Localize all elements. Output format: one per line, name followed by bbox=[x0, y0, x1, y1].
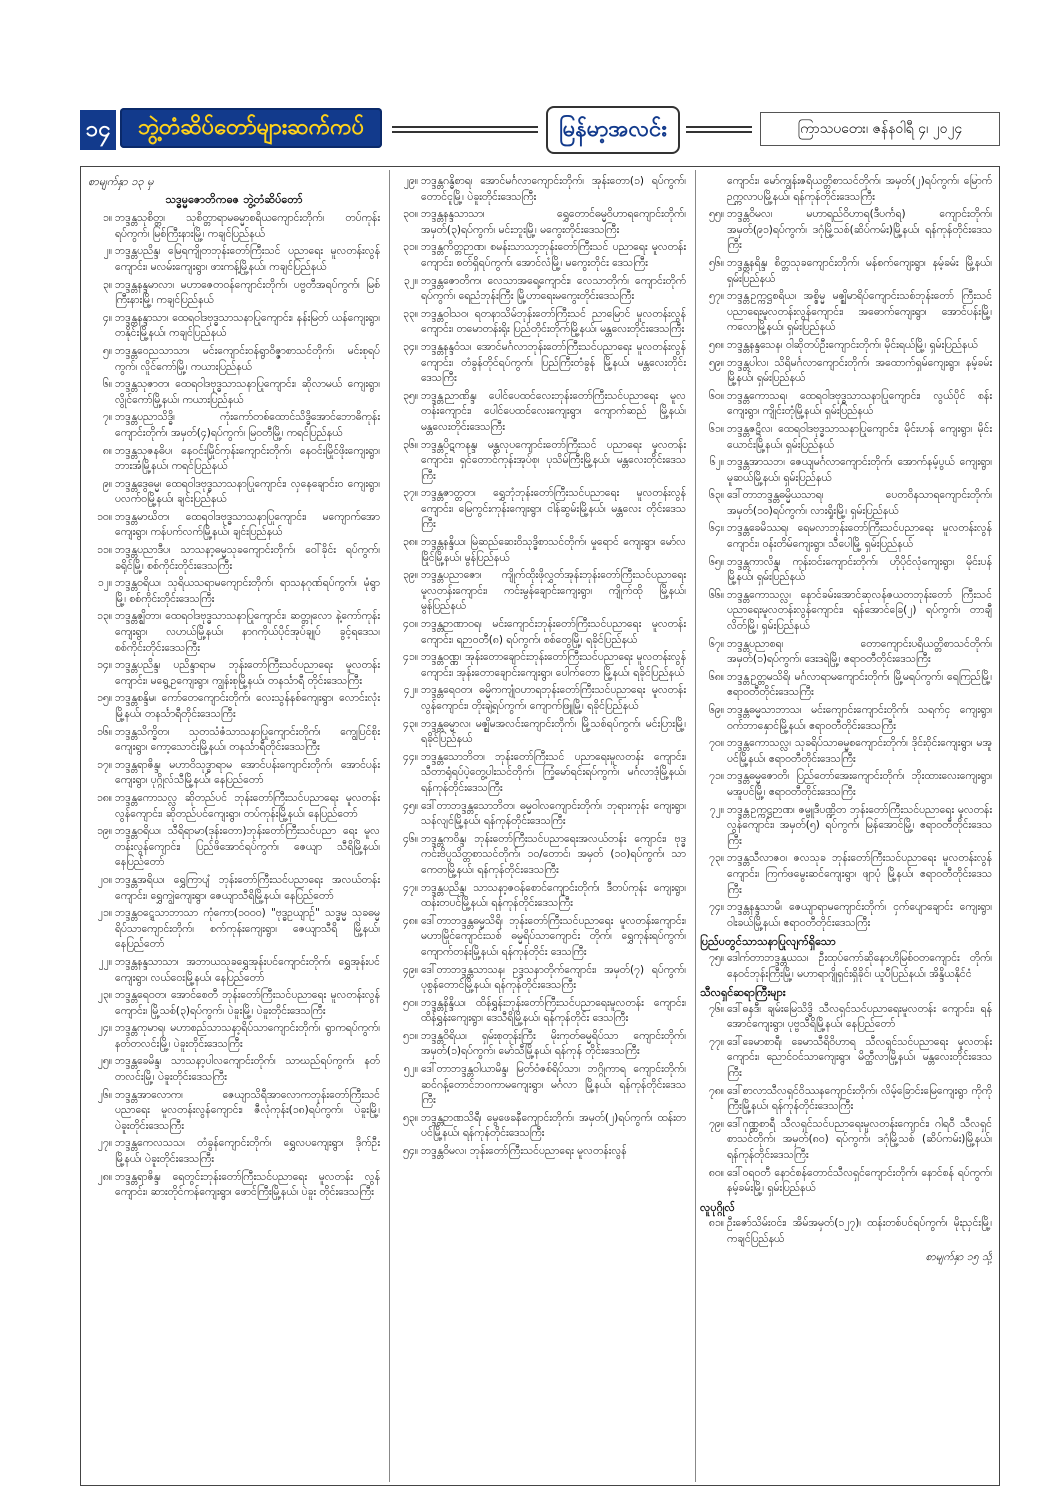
list-item bbox=[394, 174, 686, 205]
entry-number: ၁၂။ bbox=[97, 577, 112, 590]
entry-number: ၆၇။ bbox=[709, 637, 724, 650]
list-item bbox=[700, 900, 992, 931]
column-divider bbox=[389, 170, 390, 1482]
entry-number: ၄၅။ bbox=[403, 799, 418, 812]
list-item bbox=[394, 683, 686, 714]
entry-text: ဒေါ်ခေမာစာရီ၊ ခေမာသီရိဝိဟာရ သီလရှင်သင်ပညာရေး မူလတန်းကျောင်း၊ ညောင်ဝင်သာကျေးရွာ၊ မိတ္ထီလာမြို့နယ်၊ မန္တလေးတိုင်းဒေသကြီး bbox=[727, 1035, 992, 1080]
entry-text: ဘဒ္ဒန္တပညိန္ဒ၊ ပညိန္ဒာရာမ ဘုန်းတော်ကြီးသင်ပညာရေး မူလတန်းကျောင်း၊ မရွေ့ဥကျေးရွာ၊ ကျွန်းစုမြို့နယ်၊ တနင်္သာရီ တိုင်းဒေသကြီး bbox=[115, 659, 380, 687]
subheading-abroad: ပြည်ပတွင်သာသနာပြုလျက်ရှိသော bbox=[700, 935, 836, 949]
list-item bbox=[394, 438, 686, 485]
entry-number: ၃၉။ bbox=[403, 569, 418, 582]
entry-text: ဘဒ္ဒန္တသုဇနဓိပ၊ နေဝင်းမြိုင်ကုန်းကျောင်းတိုက်၊ နေဝင်းမြိုင်ဖိုးကျေးရွာ၊ ဘားအံမြို့နယ်၊ ကရင်ပြည်နယ် bbox=[115, 444, 380, 473]
entry-number: ၄၈။ bbox=[402, 914, 418, 927]
column-divider bbox=[695, 170, 696, 1482]
list-item bbox=[700, 555, 992, 586]
entry-text: ဘဒ္ဒန္တဝရိယ၊ သီရိရာမာ(ဒုန်းတော)ဘုန်းတော်ကြီးသင်ပညာ ရေး မူလတန်းလွန်ကျောင်း၊ ပြည်ဖိအောင်ရပ်ကွက်၊ ဇေယျာ သီရိမြို့နယ်၊ နေပြည်တော် bbox=[115, 825, 380, 869]
list-item bbox=[700, 703, 992, 734]
entry-text: ဒေါ်စာလာသီလရှင်ဝိဿနကျောင်းတိုက်၊ လိမ့်ခြောင်းမြေကျေးရွာ ကိုကိုကြီးမြို့နယ်၊ ရန်ကုန်တိုင်းဒေသကြီး bbox=[727, 1084, 992, 1113]
list-item bbox=[394, 963, 686, 994]
list-item bbox=[700, 256, 992, 287]
entry-number: ၄၁။ bbox=[403, 651, 418, 664]
entry-text: ဘဒ္ဒန္တဉာဏာဝရ၊ မင်းကျောင်းဘုန်းတော်ကြီးသင်ပညာရေး မူလတန်းကျောင်း၊ ရဉာဝတီ(၈) ရပ်ကွက်၊ စစ်တွေမြို့၊ ရခိုင်ပြည်နယ် bbox=[421, 618, 686, 646]
list-item bbox=[700, 1002, 992, 1033]
list-item bbox=[700, 637, 992, 668]
entry-text: ဒေါ်တာဘဒ္ဒန္တဝါယာမိန္ဒ၊ မြတ်ဝံဇစ်ရိပ်သာ၊ ဘဂ္ဂိုကာရ ကျောင်းတိုက်၊ ဆင်ဂန့်တောင်ဘဝကာမကျေးရွာ၊ မင်္ဂလာ မြို့နယ်၊ ရန်ကုန်တိုင်းဒေသကြီး bbox=[421, 1063, 686, 1107]
entry-number: ၂၆။ bbox=[97, 1088, 112, 1101]
entry-number: ၆၁။ bbox=[709, 422, 724, 435]
list-item bbox=[88, 244, 380, 275]
entry-number: ၄၆။ bbox=[403, 832, 418, 845]
entry-number: ၆၄။ bbox=[709, 522, 724, 535]
entry-list bbox=[700, 1216, 992, 1247]
list-item bbox=[700, 1084, 992, 1115]
entry-number: ၇၂။ bbox=[709, 803, 724, 816]
list-item bbox=[88, 211, 380, 242]
list-item bbox=[394, 1029, 686, 1060]
list-item bbox=[394, 207, 686, 238]
entry-text: ဘဒ္ဒန္တပညာဒီပ၊ သာသနာ့ဓမ္မသုခကျောင်းတိုက်၊ ဝေါ်ခိုင်း ရပ်ကွက်၊ ခရိုင်မြို့၊ စစ်ကိုင်းတိုင်းဒေသကြီး bbox=[115, 544, 380, 572]
list-item bbox=[700, 289, 992, 336]
list-item bbox=[88, 658, 380, 689]
entry-number: ၇၀။ bbox=[709, 737, 724, 750]
list-item bbox=[394, 486, 686, 533]
entry-number: ၆၀။ bbox=[709, 389, 724, 402]
entry-text: ဘဒ္ဒန္တဓမ္မသာဘာသ၊ မင်းကျောင်းကျောင်းတိုက်၊ သရက်ငှ ကျေးရွာ၊ ဝက်ဘာနှောင်မြို့နယ်၊ ဧရာဝတီတိုင်းဒေသကြီး bbox=[727, 704, 992, 732]
entry-number: ၄၂။ bbox=[403, 684, 418, 697]
list-item bbox=[394, 240, 686, 271]
entry-number: ၄။ bbox=[102, 311, 112, 324]
entry-text: ဘဒ္ဒန္တဇ္ဈိတာ၊ ထေရဝါဒဗုဒ္ဓသာသနာပြုကျောင်း၊ ဆတ္တုလော နဲ့ကော်ကုန်းကျေးရွာ၊ လဟယ်မြို့နယ်၊ နာဂကိုယ်ပိုင်အုပ်ချုပ် ခွင့်ရဒေသ၊ စစ်ကိုင်းတိုင်းဒေသကြီး bbox=[115, 610, 380, 654]
list-item bbox=[394, 274, 686, 305]
list-item bbox=[88, 873, 380, 904]
entry-text: ဘဒ္ဒန္တကေလသသ၊ တံခွန်ကျောင်းတိုက်၊ ရွှေလပကျေးရွာ၊ ဒိုက်ဦး မြို့နယ်၊ ပဲခူးတိုင်းဒေသကြီး bbox=[115, 1137, 380, 1166]
entry-number: ၆၉။ bbox=[709, 704, 724, 716]
entry-text: ဘဒ္ဒန္တကာလိန္ဒ၊ ကုန်းဝင်းကျောင်းတိုက်၊ ဟိုပိုင်လုံကျေးရွာ၊ မိုင်းပန်မြို့နယ်၊ ရှမ်းပြည်နယ် bbox=[727, 555, 992, 584]
list-item bbox=[700, 207, 992, 254]
entry-text: ဘဒ္ဒန္တပါလ၊ သိရိမင်္ဂလာကျောင်းတိုက်၊ အထောက်ရှမ်ကျေးရွာ၊ နမ့်ခမ်းမြို့နယ်၊ ရှမ်းပြည်နယ် bbox=[727, 356, 992, 385]
entry-text: ဘဒ္ဒန္တနန္ဒဝံသ၊ အောင်မင်္ဂလာဘုန်းတော်ကြီးသင်ပညာရေး မူလတန်းလွန်ကျောင်း၊ တံခွန်တိုင်ရပ်ကွက်၊ ပြည်ကြီးတံခွန် မြို့နယ်၊ မန္တလေးတိုင်းဒေသကြီး bbox=[421, 340, 686, 385]
list-item bbox=[394, 750, 686, 797]
list-item bbox=[394, 1144, 686, 1160]
entry-number: ၃၁။ bbox=[403, 241, 418, 254]
entry-text: ဘဒ္ဒန္တစန္ဒိမ၊ ကော်တေကျောင်းတိုက်၊ လေးသွန်နစ်ကျေးရွာ၊ လောင်းလုံးမြို့နယ်၊ တနင်္သာရီတိုင်းဒေသကြီး bbox=[115, 692, 380, 720]
entry-text: ဘဒ္ဒန္တနန္ဒသာမိ၊ ဇေယျာရာမကျောင်းတိုက်၊ ငှက်ပျောချောင်း ကျေးရွာ၊ ဝါးခယ်မြို့နယ်၊ ဧရာဝတီတိုင်းဒေသကြီး bbox=[727, 901, 992, 929]
entry-text: ဘဒ္ဒန္တနန္ဒိယ၊ မြဲဆည်ဆေးဝိသုဒ္ဓိစာသင်တိုက်၊ မှုရောင် ကျေးရွာ၊ မော်လမြိုင်မြို့နယ်၊ မွန်ပြည်နယ် bbox=[421, 536, 686, 564]
entry-number: ၁။ bbox=[102, 212, 112, 225]
entry-text: ဘဒ္ဒန္တရေဝတ၊ ဓမ္မိကကျုံဝဟာရဘုန်းတော်ကြီးသင်ပညာရေး မူလတန်းလွန်ကျောင်း၊ တိုးချဲ့ရပ်ကွက်၊ ကျောက်ဖြူမြို့၊ ရခိုင်ပြည်နယ် bbox=[421, 684, 686, 712]
list-item bbox=[700, 951, 992, 982]
page-header bbox=[80, 106, 1000, 154]
entry-text: ဘဒ္ဒန္တဒွေဓမ္မ၊ ထေရဝါဒဗုဒ္ဓသာသနာပြုကျောင်း၊ လှနေချောင်းဝ ကျေးရွာ၊ ပလက်ဝမြို့နယ်၊ ချင်းပြည်နယ် bbox=[115, 477, 380, 506]
list-item bbox=[394, 535, 686, 566]
list-item bbox=[700, 455, 992, 486]
list-item bbox=[394, 650, 686, 681]
list-item bbox=[394, 389, 686, 436]
entry-text: ဘဒ္ဒန္တဝေညသာသာ၊ မင်းကျောင်းဝန်ရွာဝိဇ္ဇာစာသင်တိုက်၊ မင်းစုရပ်ကွက်၊ လိူင်ကော်မြို့၊ ကယားပြည်နယ် bbox=[115, 344, 380, 373]
list-item bbox=[88, 510, 380, 541]
entry-text: ဒေါ်တာဘဒ္ဒန္တသောဘိတ၊ ဓမ္မဝါလကျောင်းတိုက်၊ ဘုရားကုန်း ကျေးရွာ၊ သန်လျင်မြို့နယ်၊ ရန်ကုန်တိုင်းဒေသကြီး bbox=[421, 799, 686, 828]
entry-number: ၅၅။ bbox=[709, 208, 724, 221]
entry-text: ဘဒ္ဒန္တသုစိတ္တ၊ သုစိတ္တာရာမဓမ္မာစရိယကျောင်းတိုက်၊ တပ်ကုန်း ရပ်ကွက်၊ မြစ်ကြီးနားမြို့၊ ကချင်ပြည်နယ် bbox=[115, 212, 380, 240]
entry-number: ၂၂။ bbox=[98, 955, 112, 968]
entry-number: ၅၇။ bbox=[709, 290, 724, 303]
page-number: ၁၄ bbox=[80, 110, 116, 150]
list-item bbox=[394, 799, 686, 830]
entry-number: ၁၉။ bbox=[97, 825, 112, 838]
list-item bbox=[394, 1111, 686, 1142]
list-item bbox=[88, 758, 380, 789]
entry-number: ၇၄။ bbox=[709, 901, 724, 914]
entry-number: ၂၃။ bbox=[97, 989, 112, 1002]
entry-number: ၅၈။ bbox=[708, 338, 724, 351]
list-item bbox=[700, 488, 992, 519]
list-item bbox=[88, 824, 380, 871]
entry-text: ဘဒ္ဒန္တပညိန္ဒ၊ သာသနာ့ဇဝန်စောင်ကျောင်းတိုက်၊ ဒီတပ်ကုန်း ကျေးရွာ၊ ထန်းတပင်မြို့နယ်၊ ရန်ကုန်တိုင်းဒေသကြီး bbox=[421, 881, 686, 910]
entry-text: ဘဒ္ဒန္တသောဘိတ၊ ဘုန်းတော်ကြီးသင် ပညာရေးမူလတန်း ကျောင်း၊ သီတာရုံရပ်ပဲ့တွေ့ပါးသင်တိုက်၊ ကြံ့မော်ရင်းရပ်ကွက်၊ မင်္ဂလာဒုံမြို့နယ်၊ ရန်ကုန်တိုင်းဒေသကြီး bbox=[421, 750, 686, 794]
entry-text: ဘဒ္ဒန္တဓမ္မဇောတိ၊ ပြည်တော်အေးကျောင်းတိုက်၊ ဘိုးထားလေးကျေးရွာ၊ မအူပင်မြို့၊ ဧရာဝတီတိုင်းဒေသကြီး bbox=[727, 770, 992, 798]
entry-number: ၂၀။ bbox=[97, 873, 112, 886]
entry-text: ဘဒ္ဒန္တဂန္ဓိစာရ၊ အောင်မင်္ဂလာကျောင်းတိုက်၊ အုန်းတော(၁) ရပ်ကွက်၊ တောင်ငူမြို့၊ ပဲခူးတိုင်းဒေသကြီး bbox=[421, 175, 686, 203]
entry-list bbox=[88, 211, 380, 1201]
list-item bbox=[394, 996, 686, 1027]
entry-text: ဘဒ္ဒန္တခေမိဿရ၊ ရေမလာဘုန်းတော်ကြီးသင်ပညာရေး မူလတန်းလွန်ကျောင်း၊ ဝန်းတိမ်ကျေးရွာ၊ သီပေါမြို့ ရှမ်းပြည်နယ် bbox=[727, 522, 992, 551]
entry-text: ဘဒ္ဒန္တဝိမလ၊ ဘုန်းတော်ကြီးသင်ပညာရေး မူလတန်းလွန် bbox=[421, 1145, 627, 1158]
header-rule-right bbox=[686, 126, 752, 133]
header-rule-left bbox=[392, 126, 538, 133]
entry-number: ၃၃။ bbox=[403, 307, 418, 320]
entry-text: ဒေါ်တာဘဒ္ဒန္တဓမ္မိယသာရ၊ ပေတဝိနသာရကျောင်းတိုက်၊ အမှတ်(၁၀)ရပ်ကွက်၊ လားရှိုးမြို့၊ ရှမ်းပြည်နယ် bbox=[727, 489, 992, 517]
entry-text: ဘဒ္ဒန္တကုမာရ၊ မဟာစည်သာသနာ့ရိပ်သာကျောင်းတိုက်၊ ရွာကရပ်ကွက်၊ နတ်တလင်းမြို့၊ ပဲခူးတိုင်းဒေသကြီး bbox=[115, 1022, 380, 1050]
list-item bbox=[700, 338, 992, 354]
list-item bbox=[88, 543, 380, 574]
entry-text: ဘဒ္ဒန္တရာဇိန္ဒ၊ ရေတွင်းဘုန်းတော်ကြီးသင်ပညာရေး မူလတန်း လွန်ကျောင်း၊ ဆားတိုင်ကန်ကျေးရွာ၊ ဖောင်ကြီးမြို့နယ်၊ ပဲခူး တိုင်းဒေသကြီး bbox=[115, 1170, 380, 1199]
entry-number: ၂၁။ bbox=[97, 907, 112, 920]
entry-text: ဘဒ္ဒန္တသုဇာတ၊ ထေရဝါဒဗုဒ္ဓသာသနာပြုကျောင်း၊ ဆိုလာမယ် ကျေးရွာ၊ လွိုင်ကော်မြို့နယ်၊ ကယားပြည်နယ် bbox=[115, 378, 380, 406]
entry-text: ဒေါ်ဓနဒီ၊ ချမ်းမြေသိဒ္ဓိ သီလရှင်သင်ပညာရေးမူလတန်း ကျောင်း၊ ရန်အောင်ကျေးရွာ၊ ပုဗ္ဗသီရိမြို့နယ်၊ နေပြည်တော် bbox=[727, 1002, 992, 1031]
list-item bbox=[700, 588, 992, 635]
list-item bbox=[88, 576, 380, 607]
entry-text: ဘဒ္ဒန္တနန္ဒသာသာ၊ အဘာယသုခရွှေအုန်းပင်ကျောင်းတိုက်၊ ရွှေအုန်းပင်ကျေးရွာ၊ လယ်ဝေးမြို့နယ်၊ နေပြည်တော် bbox=[115, 955, 380, 984]
entry-number: ၁၈။ bbox=[96, 791, 112, 804]
column-1 bbox=[88, 174, 380, 1474]
list-item bbox=[88, 955, 380, 986]
entry-text: ဘဒ္ဒန္တမာဃိတ၊ ထေရဝါဒဗုဒ္ဓသာသနာပြုကျောင်း၊ မကျောက်အော ကျေးရွာ၊ ကန်ပက်လက်မြို့နယ်၊ ချင်းပြည်နယ် bbox=[115, 510, 380, 539]
entry-text: ဒေါ်ဂုဏ္ဏစာရီ သီလရှင်သင်ပညာရေးမူလတန်းကျောင်း၊ ဂါရဝီ သီလရှင်စာသင်တိုက်၊ အမှတ်(၈၀) ရပ်ကွက်၊ ဒဂုံမြို့သစ် (ဆိပ်ကမ်း)မြို့နယ်၊ ရန်ကုန်တိုင်းဒေသကြီး bbox=[727, 1117, 992, 1162]
entry-text: ဘဒ္ဒန္တပညာသိဒ္ဓိ၊ ကုံးကော်တစ်ထောင်သိဒ္ဓိအောင်ဘောဓိကုန်း ကျောင်းတိုက်၊ အမှတ်(၄)ရပ်ကွက်၊ မြဝတီမြို့၊ ကရင်ပြည်နယ် bbox=[115, 411, 380, 439]
list-item bbox=[88, 1054, 380, 1085]
column-3 bbox=[700, 174, 992, 1474]
list-item bbox=[88, 377, 380, 408]
entry-number: ၅၃။ bbox=[403, 1111, 418, 1124]
entry-text: ဘဒ္ဒန္တဝိမလ၊ မဟာရည်ဝိဟာရ(ဒီပင်္ကရ) ကျောင်းတိုက်၊ အမှတ်(၉၁)ရပ်ကွက်၊ ဒဂုံမြို့သစ်(ဆိပ်ကမ်း)မြို့နယ်၊ ရန်ကုန်တိုင်းဒေသကြီး bbox=[727, 208, 992, 252]
entry-number: ၇၉။ bbox=[709, 1117, 724, 1130]
list-item bbox=[394, 881, 686, 912]
entry-number: ၁၇။ bbox=[97, 758, 112, 771]
list-item bbox=[700, 803, 992, 850]
entry-text: ဘဒ္ဒန္တခေမိန္ဒ၊ သာသနာ့ပါလကျောင်းတိုက်၊ သာဃည်ရပ်ကွက်၊ နတ်တလင်းမြို့၊ ပဲခူးတိုင်းဒေသကြီး bbox=[115, 1055, 380, 1084]
section-title: ဘွဲ့တံဆိပ်တော်များဆက်ကပ် bbox=[120, 108, 382, 148]
list-item bbox=[700, 769, 992, 800]
list-item bbox=[394, 307, 686, 338]
entry-number: ၈၁။ bbox=[708, 1217, 724, 1230]
list-item bbox=[88, 410, 380, 441]
entry-number: ၃၄။ bbox=[403, 340, 418, 353]
entry-number: ၆။ bbox=[102, 378, 112, 391]
entry-text: ဘဒ္ဒန္တကောသရ၊ ထေရဝါဒဗုဒ္ဓသာသနာပြုကျောင်း၊ လွယ်ပိုင် စန်းကျေးရွာ၊ ကျိုင်းတုံမြို့နယ်၊ ရှမ်းပြည်နယ် bbox=[727, 389, 992, 418]
entry-text: ဘဒ္ဒန္တပညာဇော၊ ကျိုက်ထိုးဖိုလွှတ်အုန်းဘုန်းတော်ကြီးသင်ပညာရေး မူလတန်းကျောင်း၊ ကင်းမွန်ချောင်းကျေးရွာ၊ ကျိုက်ထို မြို့နယ်၊ မွန်ပြည်နယ် bbox=[421, 569, 686, 613]
entry-number: ၃။ bbox=[102, 278, 112, 291]
list-item bbox=[88, 988, 380, 1019]
list-item bbox=[394, 340, 686, 387]
entry-text: ဘဒ္ဒန္တကောသလ္လ၊ သုခရိပ်သာဓမ္မစကျောင်းတိုက်၊ ဒိုင်းဝိုင်းကျေးရွာ၊ မအူပင်မြို့နယ်၊ ဧရာဝတီတိုင်းဒေသကြီး bbox=[727, 737, 992, 765]
entry-number: ၅၉။ bbox=[709, 356, 724, 369]
entry-number: ၂၇။ bbox=[97, 1137, 112, 1150]
entry-text: ဘဒ္ဒန္တနန္ဒမာလာ၊ မဟာဇေတဝန်ကျောင်းတိုက်၊ ပဗ္ဗတီအရပ်ကွက်၊ မြစ်ကြီးနားမြို့၊ ကချင်ပြည်နယ် bbox=[115, 278, 380, 307]
entry-number: ၇၇။ bbox=[709, 1035, 724, 1048]
list-item bbox=[88, 1136, 380, 1167]
list-item bbox=[394, 832, 686, 879]
list-item bbox=[88, 344, 380, 375]
entry-list bbox=[700, 207, 992, 931]
entry-number: ၇၃။ bbox=[709, 852, 724, 865]
entry-text: ဘဒ္ဒန္တအာသဘ၊ ဇေယျမင်္ဂလာကျောင်းတိုက်၊ အောက်နမ့်ပွယ် ကျေးရွာ၊ မူဆယ်မြို့နယ်၊ ရှမ်းပြည်နယ် bbox=[727, 456, 992, 484]
list-item bbox=[88, 1170, 380, 1201]
entry-text: ဘဒ္ဒန္တသိက္ခိတ၊ သုတသံဇံသာသနာပြုကျောင်းတိုက်၊ ကျွေပြင်စိုး ကျေးရွာ၊ ကော့သောင်းမြို့နယ်၊ တနင်္သာရီတိုင်းဒေသကြီး bbox=[115, 725, 380, 754]
entry-number: ၆၂။ bbox=[709, 456, 724, 469]
entry-number: ၅၀။ bbox=[403, 996, 418, 1009]
masthead-logo: မြန်မာ့အလင်း bbox=[546, 106, 680, 154]
entry-number: ၆၆။ bbox=[709, 588, 724, 601]
list-item bbox=[88, 311, 380, 342]
entry-list bbox=[700, 951, 992, 982]
entry-number: ၁၃။ bbox=[97, 610, 112, 623]
list-item bbox=[700, 1166, 992, 1197]
entry-text: ဘဒ္ဒန္တဝဋ္ဋေသာဘာသာ ကုံကော(၁၀၀၀) "ဗုဒ္ဓဥယျာဉ်" သဒ္ဓမ္မ သုခဓမ္မရိပ်သာကျောင်းတိုက်၊ စက်ကုန်းကျေးရွာ၊ ဇေယျာသီရိ မြို့နယ်၊ နေပြည်တော် bbox=[115, 907, 380, 951]
entry-number: ၁၅။ bbox=[97, 692, 112, 705]
continued-to: စာမျက်နှာ ၁၅ သို့ bbox=[925, 1250, 992, 1263]
entry-number: ၆၅။ bbox=[709, 555, 724, 568]
entry-text: ဘဒ္ဒန္တနန္ဒသေန၊ ဝါဆိုတပ်ဦးကျောင်းတိုက်၊ မိုင်းရယ်မြို့၊ ရှမ်းပြည်နယ် bbox=[727, 338, 978, 351]
list-item bbox=[700, 736, 992, 767]
entry-text: ဘဒ္ဒန္တဝရိယ၊ သုရိယသရာမကျောင်းတိုက်၊ ရာသနဂုဏ်ရပ်ကွက်၊ မုံရွာမြို့၊ စစ်ကိုင်းတိုင်းဒေသကြီး bbox=[115, 577, 380, 605]
entry-number: ၇၈။ bbox=[708, 1084, 724, 1097]
entry-list bbox=[700, 1002, 992, 1197]
entry-number: ၅၂။ bbox=[403, 1063, 418, 1076]
entry-number: ၃၀။ bbox=[403, 208, 418, 221]
entry-number: ၄၉။ bbox=[403, 963, 418, 976]
entry-text: ဘဒ္ဒန္တရာဇိန္ဒ၊ မဟာဝိသုဒ္ဓာရာမ အောင်ပန်းကျောင်းတိုက်၊ အောင်ပန်းကျေးရွာ၊ ပုဂ္ဂိုလ်သီမြို့နယ်၊ နေပြည်တော် bbox=[115, 758, 380, 787]
column-2 bbox=[394, 174, 686, 1474]
entry-number: ၆၃။ bbox=[709, 489, 724, 502]
entry-number: ၄၀။ bbox=[403, 618, 418, 631]
list-item bbox=[700, 851, 992, 898]
entry-text: ဘဒ္ဒန္တကိတ္တဉာဏ၊ စမန်းသာသာ့ဘုန်းတော်ကြီးသင် ပညာရေး မူလတန်းကျောင်း၊ စတ်ရှိရပ်ကွက်၊ အောင်လံမြို့၊ မကွေးတိုင်း ဒေသကြီး bbox=[421, 241, 686, 269]
entry-number: ၃၈။ bbox=[402, 536, 418, 549]
entry-number: ၁၀။ bbox=[97, 510, 112, 523]
entry-text: ဘဒ္ဒန္တသီလာဇဝ၊ ဇလသုခ ဘုန်းတော်ကြီးသင်ပညာရေး မူလတန်းလွန်ကျောင်း၊ ကြက်ဖမွေးဆင်ကျေးရွာ၊ ဖျာပုံ မြို့နယ်၊ ဧရာဝတီတိုင်းဒေသကြီး bbox=[727, 852, 992, 896]
entry-text: ဘဒ္ဒန္တနရိန္ဒ၊ စိတ္တသုခကျောင်းတိုက်၊ မန်စက်ကျေးရွာ၊ နမ့်ခမ်း မြို့နယ်၊ ရှမ်းပြည်နယ် bbox=[727, 256, 992, 285]
entry-text: ဘဒ္ဒန္တအရိယ၊ ရွှေကြာပျံ ဘုန်းတော်ကြီးသင်ပညာရေး အလယ်တန်းကျောင်း၊ ရွှေကျွဲကျေးရွာ၊ ဇေယျာသီရိမြို့နယ်၊ နေပြည်တော် bbox=[115, 873, 380, 902]
entry-text: ဘဒ္ဒန္တကောသလ္လ ဆိုတည်ပင် ဘုန်းတော်ကြီးသင်ပညာရေး မူလတန်းလွန်ကျောင်း၊ ဆိုတည်ပင်ကျေးရွာ၊ တပ်ကုန်းမြို့နယ်၊ နေပြည်တော် bbox=[115, 791, 380, 820]
entry-number: ၂၅။ bbox=[97, 1055, 112, 1068]
list-item bbox=[394, 568, 686, 615]
entry-number: ၄၇။ bbox=[403, 881, 418, 894]
subheading-nuns: သီလရှင်ဆရာကြီးများ bbox=[700, 986, 786, 1000]
entry-text: ဒေါက်တာဘဒ္ဒန္တယသ၊ ဦးထုပ်ကော်ဆိုနောဟိမြစ်ဝတကျောင်း တိုက်၊ နေဝင်ဘုန်းကြီးမြို့၊ မဟာရာဂျိုရှင်းရှိခိုင်၊ ယူပီပြည်နယ်၊ အိန္ဒိယနိုင်ငံ bbox=[727, 951, 992, 980]
entry-number: ၃၅။ bbox=[403, 389, 418, 402]
entry-text: ဘဒ္ဒန္တဇာတ္တတ၊ ရွှေဘုံဘုန်းတော်ကြီးသင်ပညာရေး မူလတန်းလွန် ကျောင်း၊ မြေကွင်းကုန်းကျေးရွာ၊ ငါန်ဆွမ်းမြို့နယ်၊ မန္တလေး တိုင်းဒေသကြီး bbox=[421, 487, 686, 531]
entry-number: ၃၇။ bbox=[403, 487, 418, 500]
entry-number: ၁၁။ bbox=[97, 544, 112, 557]
entry-text: ဘဒ္ဒန္တဝါသဝ၊ ရတနာသိမ်ဘုန်းတော်ကြီးသင် ညာမြောင် မူလတန်းလွန်ကျောင်း၊ တမောတန်းရိုး ပြည်တိုင်းတိုက်မြို့နယ်၊ မန္တလေးတိုင်းဒေသကြီး bbox=[421, 307, 686, 336]
entry-text: ဘဒ္ဒန္တဇဋိလ၊ ထေရဝါဒဗုဒ္ဓသာသနာပြုကျောင်း၊ မိုင်းဟန် ကျေးရွာ၊ မိုင်းယောင်းမြို့နယ်၊ ရှမ်းပြည်နယ် bbox=[727, 422, 992, 451]
list-item bbox=[88, 444, 380, 475]
entry-text: ဘဒ္ဒန္တနိန္ဒိယ၊ ထိန်ရွှန်းဘုန်းတော်ကြီးသင်ပညာရေးမူလတန်း ကျောင်း၊ ထိန်ရွှန်းကျေးရွာ၊ ဒေသီရိမြို့နယ်၊ ရန်ကုန်တိုင်း ဒေသကြီး bbox=[421, 996, 686, 1025]
entry-text: ဘဒ္ဒန္တကောသလ္လ၊ နောင်ခမ်းအောင်ဆုလန်ဇယတဘုန်းတော် ကြီးသင်ပညာရေးမူလတန်းလွန်ကျောင်း၊ ရန်အောင်ခြေ(၂) ရပ်ကွက်၊ တာချီလိတ်မြို့၊ ရှမ်းပြည်နယ် bbox=[727, 588, 992, 633]
entry-number: ၄၄။ bbox=[403, 750, 418, 763]
list-item bbox=[88, 609, 380, 656]
entry-number: ၄၃။ bbox=[403, 717, 418, 730]
entry-text: ဘဒ္ဒန္တရေဝတ၊ အောင်စေတီ ဘုန်းတော်ကြီးသင်ပညာရေး မူလတန်းလွန်ကျောင်း၊ မြို့သစ်(၃)ရပ်ကွက်၊ ပဲခူးမြို့၊ ပဲခူးတိုင်းဒေသကြီး bbox=[115, 989, 380, 1017]
list-item bbox=[88, 691, 380, 722]
subheading-layperson: လူပုဂ္ဂိုလ် bbox=[700, 1200, 735, 1214]
list-item bbox=[700, 356, 992, 387]
entry-number: ၂၄။ bbox=[97, 1022, 112, 1035]
entry-text: ဘဒ္ဒန္တကဝိန္ဒ၊ ဘုန်းတော်ကြီးသင်ပညာရေးအလယ်တန်း ကျောင်း၊ ဗုဒ္ဓကင်းဗိပ္ပသိတ္တစာသင်တိုက်၊ ၁၀/တောင်၊ အမှတ် (၁၀)ရပ်ကွက်၊ သာကေတမြို့နယ်၊ ရန်ကုန်တိုင်းဒေသကြီး bbox=[421, 832, 686, 876]
list-item bbox=[700, 389, 992, 420]
entry-text: ဘဒ္ဒန္တနန္ဒာသာ၊ ထေရဝါဒဗုဒ္ဓသာသနာပြုကျောင်း၊ နန်းမြတ် ယန်ကျေးရွာ၊ တနိုင်းမြို့နယ်၊ ကချင်ပြည်နယ် bbox=[115, 311, 380, 340]
list-item bbox=[700, 422, 992, 453]
entry-number: ၈။ bbox=[102, 444, 112, 457]
entry-text: ဘဒ္ဒန္တညာဏိန္ဒ၊ ပေါင်ပေထင်လေးဘုန်းတော်ကြီးသင်ပညာရေး မူလတန်းကျောင်း၊ ပေါင်ပေထင်လေးကျေးရွာ၊ ကျောက်ဆည် မြို့နယ်၊ မန္တလေးတိုင်းဒေသကြီး bbox=[421, 389, 686, 433]
entry-text: ဘဒ္ဒန္တအာလောက၊ ဇေယျာသိရီအာလောကဘုန်းတော်ကြီးသင် ပညာရေး မူလတန်းလွန်ကျောင်း၊ ဇီလုံကုန်း(၁၈)ရပ်ကွက်၊ ပဲခူးမြို့၊ ပဲခူးတိုင်းဒေသကြီး bbox=[115, 1088, 380, 1132]
entry-number: ၃၂။ bbox=[403, 274, 418, 287]
list-item bbox=[88, 278, 380, 309]
entry-text: ဘဒ္ဒန္တဥက္ကဋ္ဌစရိယ၊ အစ္စိမ္မ မဇ္ဈိမာရိပ်ကျောင်းသစ်ဘုန်းတော် ကြီးသင်ပညာရေးမူလတန်းလွန်ကျောင်း၊ အဓောက်ကျေးရွာ၊ အောင်ပန်းမြို့၊ ကလောမြို့နယ်၊ ရှမ်းပြည်နယ် bbox=[727, 290, 992, 334]
entry-text: ဘဒ္ဒန္တပညိန္ဒ၊ မြေရကျိုတဘုန်းတော်ကြီးသင် ပညာရေး မူလတန်းလွန်ကျောင်း၊ မလမ်းကျေးရွာ၊ ဖားကန့်မြို့နယ်၊ ကချင်ပြည်နယ် bbox=[115, 245, 380, 273]
entry-text: ဘဒ္ဒန္တဝိရိယ၊ ရှမ်းစုတုန်းကြီး မိုးကုတ်ဓမ္မရိပ်သာ ကျောင်းတိုက်၊ အမှတ်(၁)ရပ်ကွက်၊ မော်သီမြို့နယ်၊ ရန်ကုန် တိုင်းဒေသကြီး bbox=[421, 1029, 686, 1058]
entry-number: ၁၆။ bbox=[97, 725, 112, 738]
list-item bbox=[88, 1088, 380, 1135]
entry-text: ဘဒ္ဒန္တဝဏ္ဏ၊ အုန်းတောချောင်းဘုန်းတော်ကြီးသင်ပညာရေး မူလတန်းလွန်ကျောင်း၊ အုန်းတောချောင်းကျေးရွာ၊ ပေါက်တော မြို့နယ်၊ ရခိုင်ပြည်နယ် bbox=[421, 651, 686, 679]
entry-text: ဘဒ္ဒန္တဇောတိက၊ လေသာအရေ့ကျောင်း၊ လေသာတိုက်၊ ကျောင်းတိုက်ရပ်ကွက်၊ ရေညံဘုန်းကြီး မြို့ဟာရေးမကွေးတိုင်းဒေသကြီး bbox=[421, 274, 686, 303]
list-item bbox=[394, 717, 686, 748]
entry-number: ၂၈။ bbox=[97, 1170, 112, 1183]
entry-number: ၃၆။ bbox=[403, 438, 418, 451]
entry-text: ဦးဇော်သိမ်းဝင်း၊ အိမ်အမှတ်(၁၂၇)၊ ထန်းတစ်ပင်ရပ်ကွက်၊ မိုးညှင်းမြို့၊ ကချင်ပြည်နယ် bbox=[727, 1217, 992, 1245]
entry-text: ဒေါ်တာဘဒ္ဒန္တဓမ္မသိရိ၊ ဘုန်းတော်ကြီးသင်ပညာရေး မူလတန်းကျောင်း၊ မဟာမြိုင်ကျောင်းသစ် ဓမ္မရိပ်သာကျောင်း တိုက်၊ ရွှေကုန်းရပ်ကွက်၊ ကျောက်တန်းမြို့နယ်၊ ရန်ကုန်တိုင်း ဒေသကြီး bbox=[421, 914, 686, 958]
list-item bbox=[394, 617, 686, 648]
entry-number: ၂။ bbox=[103, 245, 112, 258]
continued-from: စာမျက်နှာ ၁၃ မှ bbox=[88, 175, 154, 188]
entry-number: ၅။ bbox=[102, 344, 112, 357]
entry-number: ၈၀။ bbox=[708, 1166, 724, 1179]
entry-text: ဘဒ္ဒန္တဉာဏသိရီ၊ မွေဖေခနီကျောင်းတိုက်၊ အမှတ်(၂)ရပ်ကွက်၊ ထန်းတပင်မြို့နယ်၊ ရန်ကုန်တိုင်းဒေသကြီး bbox=[421, 1111, 686, 1140]
entry-text: ဒေါ်ဝရဝတီ နောင်စန်တောင်သီလရှင်ကျောင်းတိုက်၊ နောင်စန် ရပ်ကွက်၊ နမ့်ခမ်းမြို့၊ ရှမ်းပြည်နယ် bbox=[727, 1166, 992, 1195]
entry-number: ၁၄။ bbox=[97, 659, 112, 672]
list-item bbox=[394, 914, 686, 961]
list-item bbox=[88, 1021, 380, 1052]
entry-number: ၇၁။ bbox=[709, 770, 724, 783]
list-item bbox=[88, 906, 380, 953]
list-item bbox=[394, 1062, 686, 1109]
entry-text: ဘဒ္ဒန္တဥက္ကဋ္ဌဉာဏ၊ ဇမ္ဗူဒီပဏ္ဍိတ ဘုန်းတော်ကြီးသင်ပညာရေး မူလတန်းလွန်ကျောင်း၊ အမှတ်(၅) ရပ်ကွက်၊ မြန်အောင်မြို့၊ ဧရာဝတီတိုင်းဒေသကြီး bbox=[727, 803, 992, 847]
entry-number: ၆၈။ bbox=[708, 670, 724, 683]
entry-text: ဘဒ္ဒန္တဓမ္မာလ၊ မဇ္ဈိမအလင်းကျောင်းတိုက်၊ မြို့သစ်ရပ်ကွက်၊ မင်းပြားမြို့၊ ရခိုင်ပြည်နယ် bbox=[421, 717, 686, 746]
entry-number: ၅၆။ bbox=[709, 256, 724, 269]
list-item bbox=[700, 670, 992, 701]
list-item bbox=[700, 1117, 992, 1164]
list-item bbox=[88, 791, 380, 822]
entry-number: ၇၆။ bbox=[709, 1002, 724, 1015]
issue-date: ကြာသပတေး၊ ဇန်နဝါရီ ၄၊ ၂၀၂၄ bbox=[760, 112, 1000, 146]
entry-text: ဘဒ္ဒန္တဥတ္တမသိရိ၊ မင်္ဂလာရာမကျောင်းတိုက်၊ မြို့မရပ်ကွက်၊ ရေကြည်မြို့၊ ဧရာဝတီတိုင်းဒေသကြီး bbox=[727, 670, 992, 699]
award-heading: သဒ္ဓမ္မဇောတိကဓဇ ဘွဲ့တံဆိပ်တော် bbox=[165, 192, 303, 206]
entry-text: ဘဒ္ဒန္တပညာစရ၊ တောကျောင်းပရိယတ္တိစာသင်တိုက်၊ အမှတ်(၁)ရပ်ကွက်၊ ဒေးဒရဲမြို့၊ ဧရာဝတီတိုင်းဒေသကြီး bbox=[727, 637, 992, 666]
list-item bbox=[700, 1035, 992, 1082]
entry-number: ၂၉။ bbox=[403, 175, 418, 187]
entry-list bbox=[394, 174, 686, 1160]
entry-number: ၅၁။ bbox=[403, 1029, 418, 1042]
entry-number: ၇၅။ bbox=[709, 951, 724, 964]
lead-text: ကျောင်း၊ မော်ကျွန်းဇရိယတ္တိစာသင်တိုက်၊ အမှတ်(၂)ရပ်ကွက်၊ မြောက်ဉက္ကလာပမြို့နယ်၊ ရန်ကုန်တိုင်းဒေသကြီး bbox=[727, 175, 992, 203]
list-item bbox=[700, 1216, 992, 1247]
entry-number: ၉။ bbox=[102, 477, 112, 490]
entry-number: ၅၄။ bbox=[403, 1145, 418, 1158]
list-item bbox=[88, 725, 380, 756]
entry-text: ဘဒ္ဒန္တပိဋကနန္ဒ၊ မန္တလုပကျောင်းတော်ကြီးသင် ပညာရေး မူလတန်းကျောင်း၊ ရှင်တောင်ကုန်းအုပ်စု၊ ပုသိမ်ကြီးမြို့နယ်၊ မန္တလေးတိုင်းဒေသကြီး bbox=[421, 438, 686, 482]
list-item bbox=[88, 477, 380, 508]
entry-text: ဘဒ္ဒန္တနန္ဒသာသာ၊ ရွှေတောင်ဓမ္မဝိဟာရကျောင်းတိုက်၊ အမှတ်(၃)ရပ်ကွက်၊ မင်းဘူးမြို့၊ မကွေးတိုင်းဒေသကြီး bbox=[421, 208, 686, 236]
list-item bbox=[700, 521, 992, 552]
entry-text: ဒေါ်တာဘဒ္ဒန္တသာသန၊ ဥဒ္ဒသနာတိုက်ကျောင်း၊ အမှတ်(၇) ရပ်ကွက်၊ ပုစွန်တောင်မြို့နယ်၊ ရန်ကုန်တိုင်းဒေသကြီး bbox=[421, 963, 686, 992]
entry-number: ၇။ bbox=[102, 411, 112, 424]
